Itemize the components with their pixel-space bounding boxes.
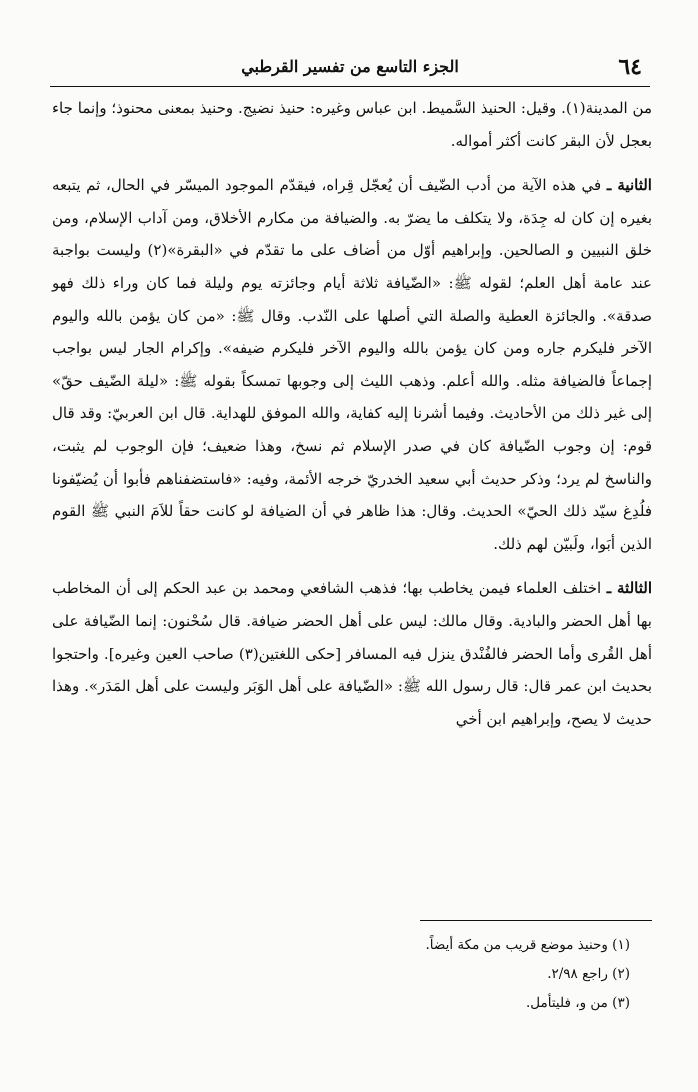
paragraph-2 — [52, 169, 652, 560]
running-title: الجزء التاسع من تفسير القرطبي — [241, 57, 459, 76]
section-label-second: الثانية ـ — [606, 176, 652, 195]
paragraph-1: من المدينة(١). وقيل: الحنيذ السَّميط. ابن عباس وغيره: حنيذ نضيج. وحنيذ بمعنى محنوذ؛ وإنما جاء بعجل لأن البقر كانت أكثر أمواله. — [52, 99, 652, 150]
section-label-third: الثالثة ـ — [606, 579, 652, 598]
page-header — [50, 52, 650, 87]
main-text — [52, 92, 652, 735]
paragraph-3-text: اختلف العلماء فيمن يخاطب بها؛ فذهب الشافعي ومحمد بن عبد الحكم إلى أن المخاطب بها أهل الحضر والبادية. وقال مالك: ليس على أهل الحضر ضيافة. قال سُحْنون: إنما الضّيافة على أهل القُرى وأما الحضر فالفُنْدق ينزل فيه المسافر [حكى اللغتين(٣) صاحب العين وغيره]. واحتجوا بحديث ابن عمر قال: قال رسول الله ﷺ: «الضّيافة على أهل الوَبَر وليست على أهل المَدَر». وهذا حديث لا يصح، وإبراهيم ابن أخي — [52, 579, 652, 728]
footnotes — [52, 920, 652, 1018]
page-number: ٦٤ — [618, 54, 642, 80]
footnote-3: (٣) من و، فليتأمل. — [525, 995, 630, 1011]
paragraph-2-text: في هذه الآية من أدب الضّيف أن يُعجّل قِراه، فيقدّم الموجود الميسّر في الحال، ثم يتبعه بغيره إن كان له جِدَة، ولا يتكلف ما يضرّ به. والضيافة من مكارم الأخلاق، ومن آداب الإسلام، ومن خلق النبيين و الصالحين. وإبراهيم أوّل من أضاف على ما تقدّم في «البقرة»(٢) وليست بواجبة عند عامة أهل العلم؛ لقوله ﷺ: «الضّيافة ثلاثة أيام وجائزته يوم وليلة فما كان وراء ذلك فهو صدقة». والجائزة العطية والصلة التي أصلها على النّدب. وقال ﷺ: «من كان يؤمن بالله واليوم الآخر فليكرم جاره ومن كان يؤمن بالله واليوم الآخر فليكرم ضيفه». وإكرام الجار ليس بواجب إجماعاً فالضيافة مثله. والله أعلم. وذهب الليث إلى وجوبها تمسكاً بقوله ﷺ: «ليلة الضّيف حقّ» إلى غير ذلك من الأحاديث. وفيما أشرنا إليه كفاية، والله الموفق للهداية. قال ابن العربيّ: وقد قال قوم: إن وجوب الضّيافة كان في صدر الإسلام ثم نسخ، وهذا ضعيف؛ فإن الوجوب لم يثبت، والناسخ لم يرد؛ وذكر حديث أبي سعيد الخدريّ خرجه الأئمة، وفيه: «فاستضفناهم فأبوا أن يُضيّفونا فلُدِغ سيّد ذلك الحيّ» الحديث. وقال: هذا ظاهر في أن الضيافة لو كانت حقاً للاَمَ النبي ﷺ القوم الذين أبَوا، ولَبيّن لهم ذلك. — [52, 176, 652, 553]
paragraph-3 — [52, 572, 652, 735]
footnote-divider — [420, 920, 652, 921]
footnote-2: (٢) راجع ٢/٩٨. — [547, 966, 630, 982]
footnote-1: (١) وحنيذ موضع قريب من مكة أيضاً. — [425, 937, 630, 953]
